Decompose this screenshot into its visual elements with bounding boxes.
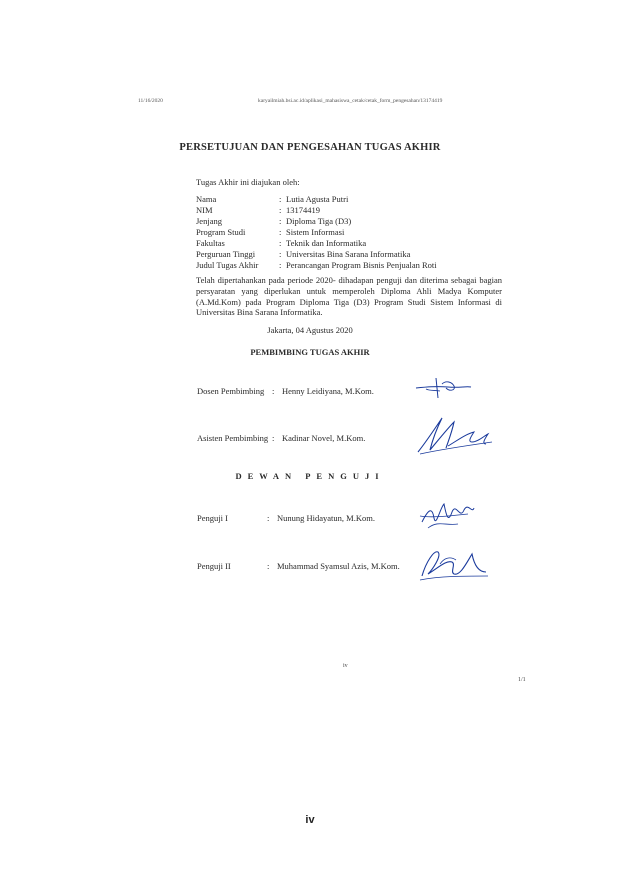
field-colon: : xyxy=(272,433,275,443)
dosen-pembimbing-label: Dosen Pembimbing xyxy=(197,386,265,396)
penguji-1-label: Penguji I xyxy=(197,513,228,523)
dosen-pembimbing-name: Henny Leidiyana, M.Kom. xyxy=(282,386,374,396)
penguji-2-label: Penguji II xyxy=(197,561,231,571)
penguji-2-name: Muhammad Syamsul Azis, M.Kom. xyxy=(277,561,400,571)
penguji-1-name: Nunung Hidayatun, M.Kom. xyxy=(277,513,375,523)
field-label-jenjang: Jenjang xyxy=(196,216,222,226)
field-colon: : xyxy=(279,238,282,248)
page-number-roman: iv xyxy=(343,663,348,669)
signature-penguji-1 xyxy=(418,498,478,534)
field-colon: : xyxy=(267,513,270,523)
field-value-judul: Perancangan Program Bisnis Penjualan Roti xyxy=(286,260,437,270)
field-value-program-studi: Sistem Informasi xyxy=(286,227,345,237)
field-label-nama: Nama xyxy=(196,194,217,204)
signature-asisten-pembimbing xyxy=(414,412,496,456)
field-label-fakultas: Fakultas xyxy=(196,238,225,248)
field-value-perguruan-tinggi: Universitas Bina Sarana Informatika xyxy=(286,249,411,259)
page-number-bottom: iv xyxy=(305,814,315,826)
signature-dosen-pembimbing xyxy=(412,374,474,402)
page-count: 1/1 xyxy=(518,677,526,683)
asisten-pembimbing-label: Asisten Pembimbing xyxy=(197,433,269,443)
penguji-heading: DEWAN PENGUJI xyxy=(235,471,385,481)
approval-paragraph: Telah dipertahankan pada periode 2020- dihadapan penguji dan diterima sebagai bagian persyaratan yang diperlukan untuk memperoleh Diploma Ahli Madya Komputer (A.Md.Kom) pada Program Diploma Tiga (D3) Program Studi Sistem Informasi di Universitas Bina Sarana Informatika. xyxy=(196,275,502,318)
field-value-fakultas: Teknik dan Informatika xyxy=(286,238,367,248)
signature-penguji-2 xyxy=(416,542,492,584)
pembimbing-heading: PEMBIMBING TUGAS AKHIR xyxy=(250,347,370,357)
field-value-nama: Lutia Agusta Putri xyxy=(286,194,349,204)
place-date: Jakarta, 04 Agustus 2020 xyxy=(267,325,353,335)
print-url: karyailmiah.bsi.ac.id/aplikasi_mahasiswa_cetak/cetak_form_pengesahan/13174419 xyxy=(258,98,443,104)
field-colon: : xyxy=(267,561,270,571)
field-colon: : xyxy=(279,260,282,270)
field-colon: : xyxy=(279,205,282,215)
field-label-nim: NIM xyxy=(196,205,213,215)
print-date: 11/16/2020 xyxy=(138,98,163,104)
field-value-nim: 13174419 xyxy=(286,205,320,215)
field-colon: : xyxy=(272,386,275,396)
field-value-jenjang: Diploma Tiga (D3) xyxy=(286,216,352,226)
field-label-perguruan-tinggi: Perguruan Tinggi xyxy=(196,249,256,259)
field-colon: : xyxy=(279,249,282,259)
field-colon: : xyxy=(279,227,282,237)
field-colon: : xyxy=(279,216,282,226)
field-label-judul: Judul Tugas Akhir xyxy=(196,260,259,270)
page-title: PERSETUJUAN DAN PENGESAHAN TUGAS AKHIR xyxy=(179,142,441,153)
asisten-pembimbing-name: Kadinar Novel, M.Kom. xyxy=(282,433,366,443)
intro-text: Tugas Akhir ini diajukan oleh: xyxy=(196,177,300,187)
field-label-program-studi: Program Studi xyxy=(196,227,246,237)
field-colon: : xyxy=(279,194,282,204)
